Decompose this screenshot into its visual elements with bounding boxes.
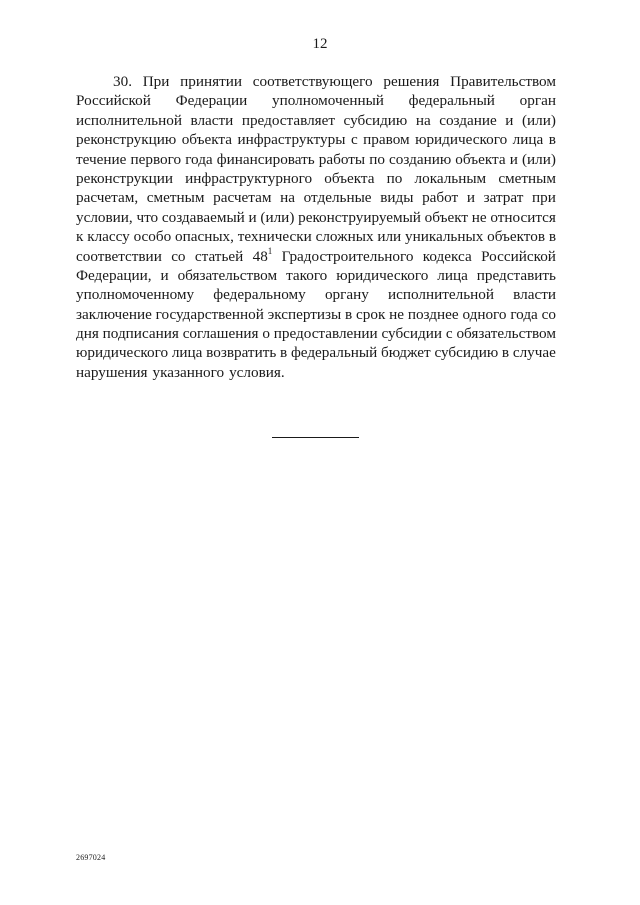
word: лица [171, 344, 203, 362]
word: сметным [146, 189, 205, 207]
word: с [445, 325, 453, 343]
word: объекта [324, 169, 375, 187]
word: и [509, 150, 518, 168]
word: такого [286, 266, 328, 284]
word: бюджет [380, 344, 431, 362]
word: Федерации [175, 92, 248, 110]
word: соглашения [182, 325, 259, 343]
word: орган [519, 92, 556, 110]
document-code: 2697024 [76, 853, 106, 862]
paragraph-line [76, 363, 556, 382]
paragraph-line [76, 266, 556, 285]
word: подписания [102, 325, 179, 343]
word: объектов [487, 228, 546, 246]
word: федеральный [290, 344, 378, 362]
word: субсидии [381, 325, 443, 343]
word: предоставляет [241, 111, 336, 129]
paragraph-line [76, 130, 556, 149]
paragraph-line [76, 91, 556, 110]
word: со [541, 305, 556, 323]
word: виды [380, 189, 414, 207]
word: первого [130, 150, 182, 168]
paragraph-line [76, 72, 556, 91]
word: со [171, 247, 186, 265]
word: реконструкцию [76, 131, 177, 149]
word: органу [324, 286, 369, 304]
word: не [471, 208, 487, 226]
word: 30. [113, 73, 132, 90]
word: классу [87, 228, 130, 246]
word: федеральный [408, 92, 495, 110]
word: в [280, 344, 288, 362]
word: позднее [407, 305, 459, 323]
paragraph-line [76, 285, 556, 304]
word: в [345, 305, 353, 323]
word: правом [363, 131, 410, 149]
word: уникальных [404, 228, 484, 246]
word: объекта [455, 150, 506, 168]
word: с [350, 131, 358, 149]
word: статьей [194, 247, 244, 265]
word: исполнительной [76, 111, 182, 129]
word: или [377, 228, 402, 246]
word: (или) [521, 111, 556, 129]
word: относится [490, 208, 556, 226]
word: в [548, 131, 556, 149]
word: объекта [181, 131, 232, 149]
word: созданию [389, 150, 452, 168]
word: и [160, 266, 169, 284]
word: нарушения [76, 363, 148, 381]
word: инфраструктурного [185, 169, 313, 187]
separator-line [272, 437, 359, 438]
word: срок [356, 305, 386, 323]
word: особо [133, 228, 172, 246]
word: опасных, [175, 228, 234, 246]
word: лица [437, 266, 468, 284]
word: и [248, 208, 257, 226]
word: условии, [76, 208, 133, 226]
word: юридического [415, 131, 508, 149]
word: на [280, 189, 295, 207]
word: соответствии [76, 247, 162, 265]
word: о [262, 325, 270, 343]
word: субсидию [343, 111, 408, 129]
word: отдельные [303, 189, 372, 207]
word: и [505, 111, 514, 129]
word: принятии [180, 73, 243, 90]
word: $48^1$ [252, 245, 273, 265]
word: исполнительной [388, 286, 494, 304]
word: при [532, 189, 556, 207]
word: работы [318, 150, 366, 168]
paragraph-line [76, 208, 556, 227]
word: сметным [498, 169, 556, 187]
word: технически [237, 228, 312, 246]
paragraph-30 [76, 72, 556, 382]
word: расчетам, [76, 189, 139, 207]
word: по [386, 169, 403, 187]
word: финансировать [216, 150, 315, 168]
paragraph-line [76, 247, 556, 266]
paragraph-line [76, 227, 556, 246]
word: Градостроительного [281, 247, 414, 265]
word: работ [422, 189, 459, 207]
word: соответствующего [252, 73, 373, 90]
word: создание [439, 111, 497, 129]
paragraph-line [76, 324, 556, 343]
word: заключение [76, 305, 152, 323]
word: кодекса [422, 247, 472, 265]
word: предоставлении [273, 325, 378, 343]
word: объект [424, 208, 469, 226]
word: обязательством [456, 325, 556, 343]
word: лица [512, 131, 544, 149]
word: указанного [152, 363, 225, 381]
word: года [185, 150, 213, 168]
word: в [548, 228, 556, 246]
word: власти [513, 286, 556, 304]
word: экспертизы [267, 305, 342, 323]
word: возвратить [206, 344, 277, 362]
word: решения [383, 73, 440, 90]
word: Правительством [450, 73, 556, 90]
word: представить [476, 266, 556, 284]
word: При [142, 73, 170, 90]
word: условия. [229, 363, 285, 381]
word: юридического [336, 266, 429, 284]
word: одного [462, 305, 507, 323]
paragraph-line [76, 111, 556, 130]
word: в [501, 344, 510, 362]
word: к [76, 228, 84, 246]
word: локальным [414, 169, 487, 187]
paragraph-line [76, 169, 556, 188]
word: создаваемый [161, 208, 245, 226]
word: реконструируемый [298, 208, 421, 226]
word: (или) [260, 208, 295, 226]
page-number: 12 [312, 36, 328, 52]
word: субсидию [434, 344, 499, 362]
word: государственной [155, 305, 264, 323]
word: расчетам [213, 189, 272, 207]
word: Российской [76, 92, 151, 110]
word: по [369, 150, 385, 168]
superscript: 1 [267, 245, 273, 256]
word: и [466, 189, 475, 207]
word: течение [76, 150, 127, 168]
paragraph-line [76, 150, 556, 169]
word: что [136, 208, 159, 226]
word: (или) [521, 150, 556, 168]
word: инфраструктуры [237, 131, 346, 149]
paragraph-line [76, 343, 556, 362]
word: дня [76, 325, 99, 343]
word: обязательством [177, 266, 278, 284]
paragraph-line [76, 305, 556, 324]
word: Российской [481, 247, 556, 265]
word: года [510, 305, 538, 323]
word: федеральному [213, 286, 306, 304]
word: юридического [76, 344, 169, 362]
word: уполномоченному [76, 286, 195, 304]
word: реконструкции [76, 169, 173, 187]
word: уполномоченный [272, 92, 384, 110]
word: Федерации, [76, 266, 152, 284]
word: на [415, 111, 431, 129]
word: сложных [315, 228, 374, 246]
paragraph-line [76, 188, 556, 207]
word: не [389, 305, 405, 323]
word: власти [190, 111, 234, 129]
word: затрат [483, 189, 524, 207]
word: случае [512, 344, 556, 362]
